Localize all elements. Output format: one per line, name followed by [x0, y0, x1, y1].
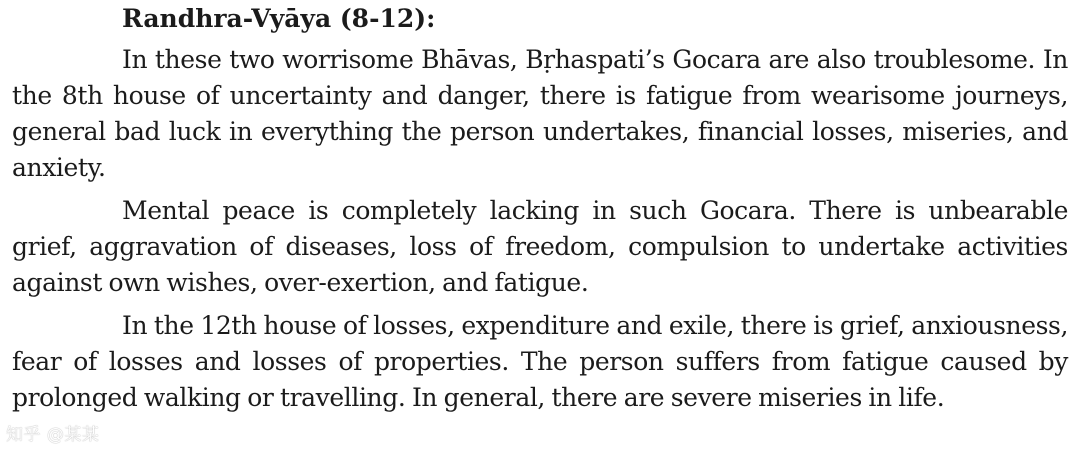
section-heading: Randhra-Vyāya (8-12): [122, 4, 436, 33]
paragraph-twelfth-house: In the 12th house of losses, expenditure and exile, there is grief, anxiousness, fear of losses and losses of properties. The person suffers from fatigue caused by prolonged walking or travelling. In general, there are severe miseries in life. [12, 311, 1068, 412]
watermark-text: 知乎 @某某 [6, 425, 100, 445]
paragraph-mental-peace: Mental peace is completely lacking in such Gocara. There is unbearable grief, aggravation of diseases, loss of freedom, compulsion to undertake activities against own wishes, over-exertion, and fatigue. [12, 196, 1068, 297]
paragraph-eighth-house: In these two worrisome Bhāvas, Bṛhaspati’s Gocara are also troublesome. In the 8th house of uncertainty and danger, there is fatigue from wearisome journeys, general bad luck in everything the person undertakes, financial losses, miseries, and anxiety. [12, 45, 1068, 182]
